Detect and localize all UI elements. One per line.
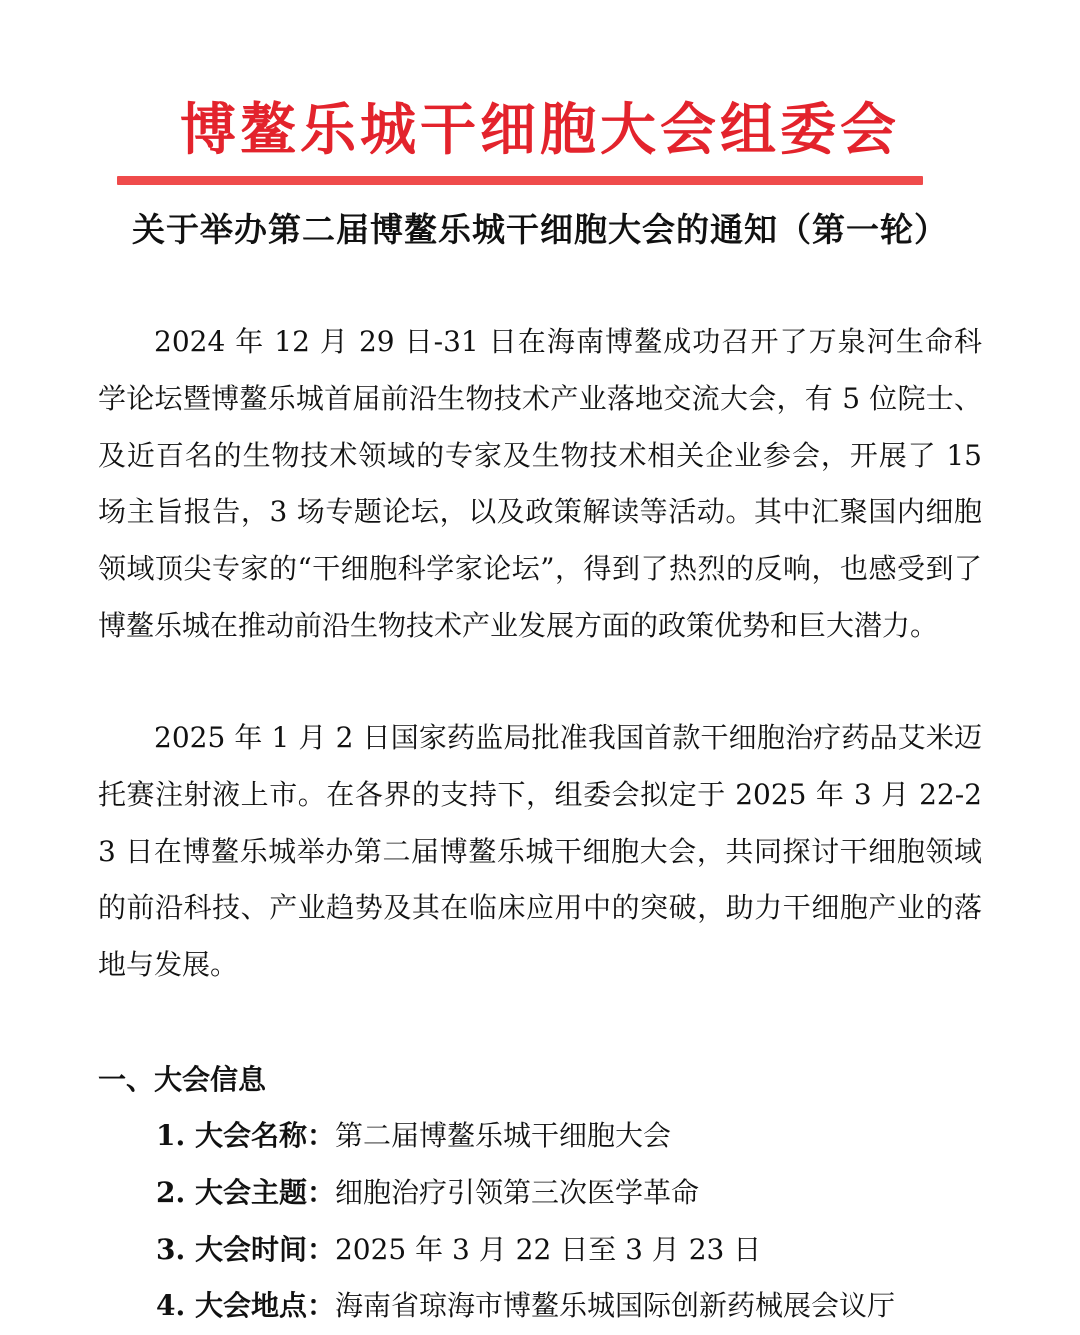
info-label: 4. 大会地点： [156, 1289, 335, 1323]
org-title: 博鳌乐城干细胞大会组委会 [180, 97, 900, 163]
info-value: 细胞治疗引领第三次医学革命 [334, 1175, 699, 1209]
info-item-venue [156, 1278, 895, 1335]
info-value: 海南省琼海市博鳌乐城国际创新药械展会议厅 [334, 1289, 895, 1323]
info-value: 第二届博鳌乐城干细胞大会 [334, 1119, 671, 1152]
info-label: 3. 大会时间： [156, 1232, 335, 1266]
info-label: 2. 大会主题： [156, 1175, 335, 1209]
notice-title: 关于举办第二届博鳌乐城干细胞大会的通知（第一轮） [132, 210, 948, 249]
info-item-theme [156, 1165, 895, 1222]
info-item-time [156, 1222, 895, 1279]
info-item-name [156, 1108, 895, 1165]
info-value: 2025 年 3 月 22 日至 3 月 23 日 [334, 1232, 762, 1266]
red-divider [117, 176, 923, 185]
body-paragraph-1: 2024 年 12 月 29 日-31 日在海南博鳌成功召开了万泉河生命科学论坛暨博鳌乐城首届前沿生物技术产业落地交流大会，有 5 位院士、及近百名的生物技术领域的专家及生物技术相关企业参会，开展了 15 场主旨报告，3 场专题论坛，以及政策解读等活动。其中汇聚国内细胞领域顶尖专家的“干细胞科学家论坛”，得到了热烈的反响，也感受到了博鳌乐城在推动前沿生物技术产业发展方面的政策优势和巨大潜力。 [98, 325, 982, 642]
body-paragraph-2: 2025 年 1 月 2 日国家药监局批准我国首款干细胞治疗药品艾米迈托赛注射液上市。在各界的支持下，组委会拟定于 2025 年 3 月 22-23 日在博鳌乐城举办第二届博鳌乐城干细胞大会，共同探讨干细胞领域的前沿科技、产业趋势及其在临床应用中的突破，助力干细胞产业的落地与发展。 [98, 721, 982, 982]
info-label: 1. 大会名称： [156, 1119, 335, 1152]
section-heading: 一、大会信息 [98, 1063, 267, 1096]
info-list [156, 1108, 895, 1335]
